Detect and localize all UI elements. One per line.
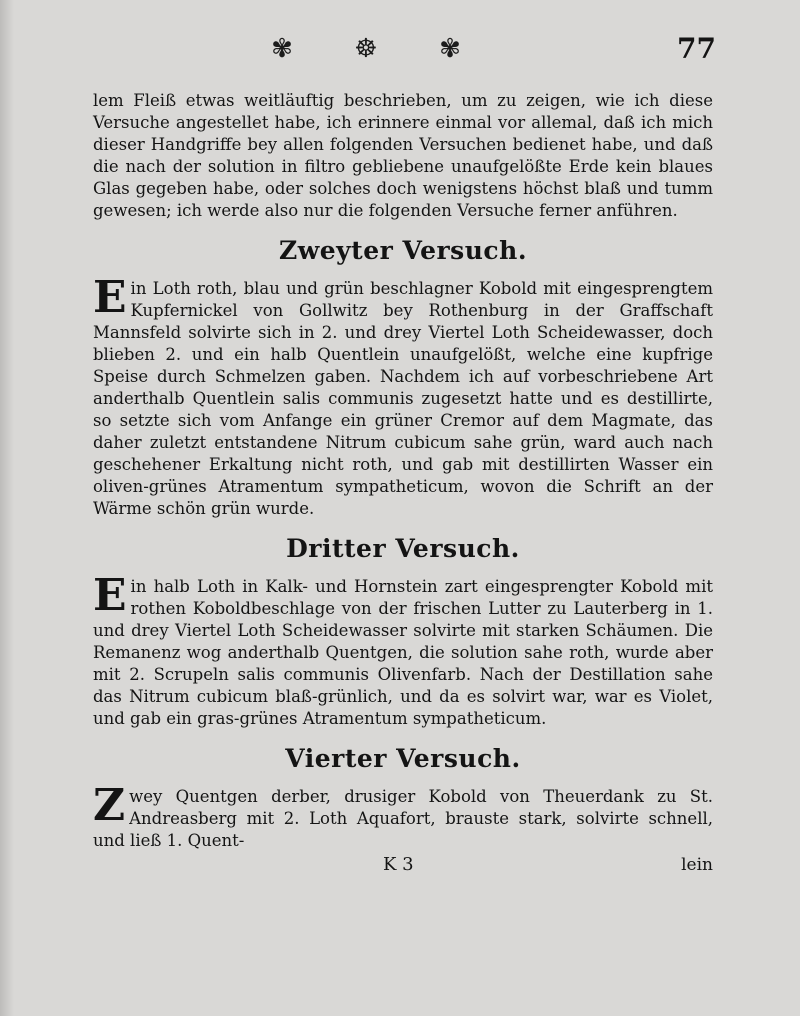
header-ornaments xyxy=(268,34,464,64)
section-heading-second: Zweyter Versuch. xyxy=(278,236,528,265)
section-heading-fourth: Vierter Versuch. xyxy=(285,744,521,773)
ornament-wheel-icon: ☸ xyxy=(354,34,378,64)
section-heading-third: Dritter Versuch. xyxy=(286,534,520,563)
third-experiment-paragraph: Ein halb Loth in Kalk- und Hornstein zart eingesprengter Kobold mit rothen Koboldbeschlage von der frischen Lutter zu Lauterberg in 1. und drey Viertel Loth Scheidewasser solvirte mit starken Schäumen. Die Remanenz wog anderthalb Quentgen, die solution sahe roth, wurde aber mit 2. Scrupeln salis communis Olivenfarb. Nach der Destillation sahe das Nitrum cubicum blaß-grünlich, und da es solvirt war, war es Violet, und gab ein gras-grünes Atramentum sympatheticum. xyxy=(93,570,713,728)
signature-mark: K 3 xyxy=(383,854,414,875)
ornament-flower-icon: ✾ xyxy=(439,34,461,64)
ornament-flower-icon: ✾ xyxy=(271,34,293,64)
page-number: 77 xyxy=(677,32,716,65)
body-text xyxy=(93,90,713,876)
fourth-experiment-paragraph: Zwey Quentgen derber, drusiger Kobold von Theuerdank zu St. Andreasberg mit 2. Loth Aquafort, brauste stark, solvirte schnell, und ließ 1. Quent- xyxy=(93,780,713,850)
page-header xyxy=(0,32,800,72)
second-experiment-paragraph: Ein Loth roth, blau und grün beschlagner Kobold mit eingesprengtem Kupfernickel von Gollwitz bey Rothenburg in der Graffschaft Mannsfeld solvirte sich in 2. und drey Viertel Loth Scheidewasser, doch blieben 2. und ein halb Quentlein unaufgelößt, welche eine kupfrige Speise durch Schmelzen gaben. Nachdem ich auf vorbeschriebene Art anderthalb Quentlein salis communis zugesetzt hatte und es destillirte, so setzte sich vom Anfange ein grüner Cremor auf dem Magmate, das daher zuletzt entstandene Nitrum cubicum sahe grün, ward auch nach geschehener Erkaltung nicht roth, und gab mit destillirten Wasser ein oliven-grünes Atramentum sympatheticum, wovon die Schrift an der Wärme schön grün wurde. xyxy=(93,272,713,518)
page-footer xyxy=(93,854,713,876)
catchword: lein xyxy=(681,855,713,875)
intro-paragraph: lem Fleiß etwas weitläuftig beschrieben, um zu zeigen, wie ich diese Versuche angestellet habe, ich erinnere einmal vor allemal, daß ich mich dieser Handgriffe bey allen folgenden Versuchen bedienet habe, und daß die nach der solution in filtro gebliebene unaufgelößte Erde kein blaues Glas gegeben habe, oder solches doch wenigstens höchst blaß und tumm gewesen; ich werde also nur die folgenden Versuche ferner anführen. xyxy=(93,91,713,220)
